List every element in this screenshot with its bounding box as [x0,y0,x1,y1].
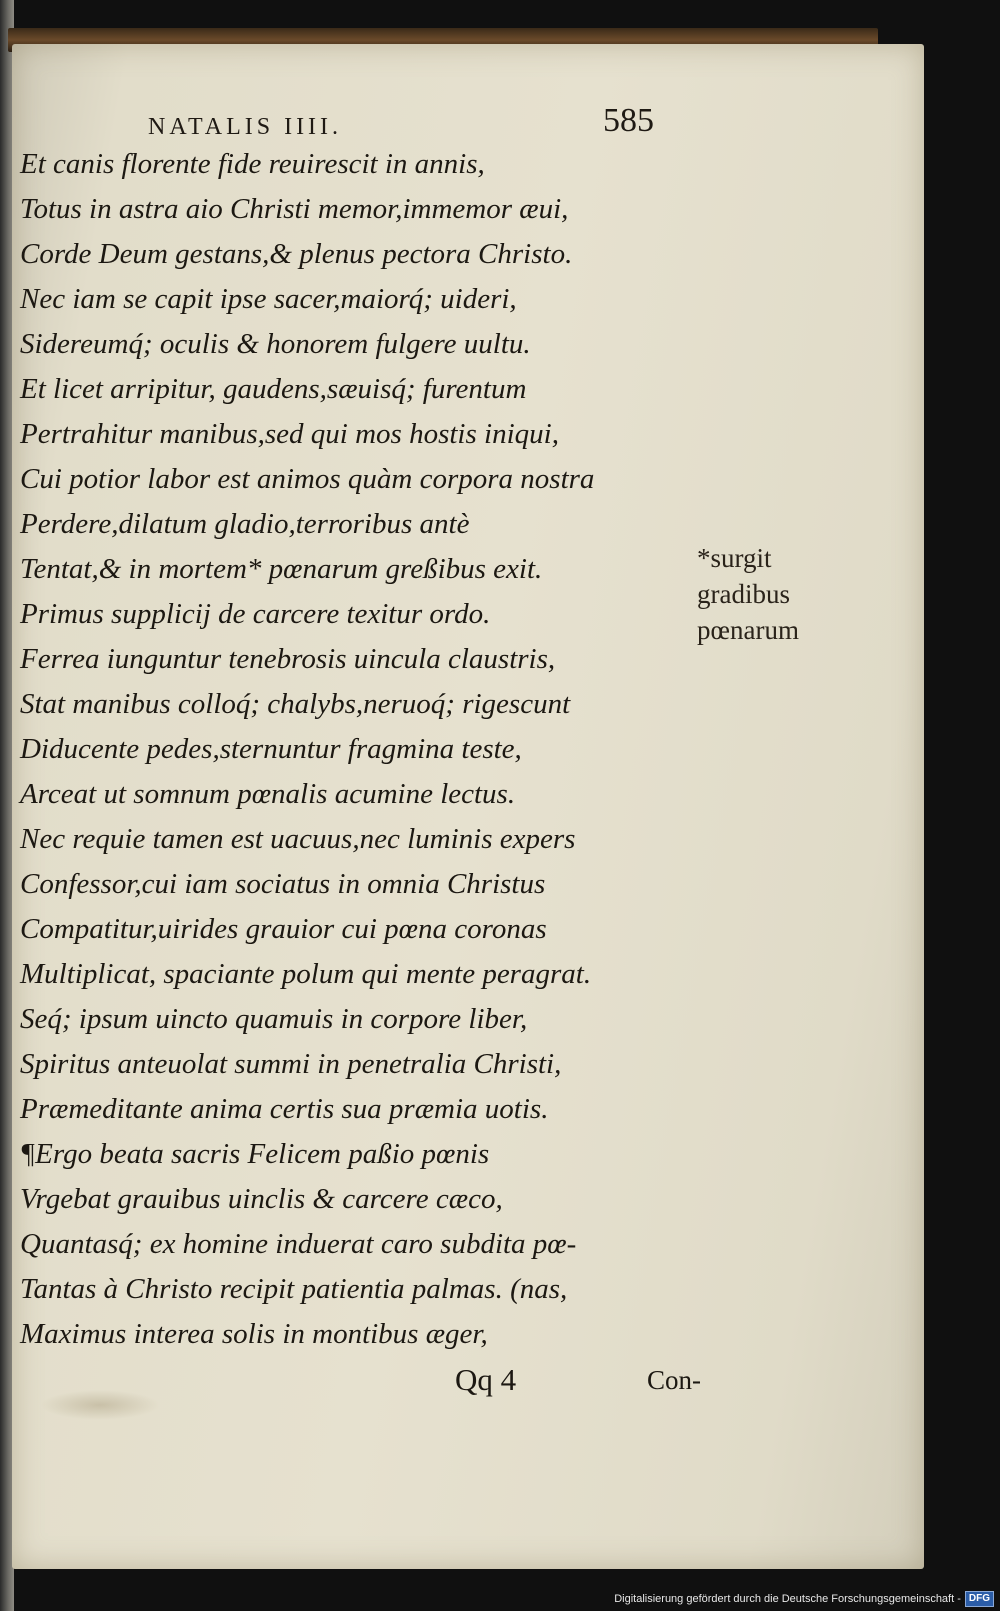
verse-line: Et licet arripitur, gaudens,sæuisq́; furentum [20,373,527,405]
paper-stain [40,1390,160,1420]
verse-line: Pertrahitur manibus,sed qui mos hostis iniqui, [20,418,559,450]
verse-line: Sidereumq́; oculis & honorem fulgere uultu. [20,328,531,360]
signature-mark: Qq 4 [455,1362,517,1397]
margin-note [697,540,857,648]
page-number: 585 [603,102,654,139]
verse-line: Maximus interea solis in montibus æger, [20,1318,488,1350]
digitization-credit [614,1591,994,1607]
verse-line: Vrgebat grauibus uinclis & carcere cæco, [20,1183,503,1215]
verse-line: Quantasq́; ex homine induerat caro subdita pœ- [20,1228,577,1260]
verse-line: Diducente pedes,sternuntur fragmina teste, [20,733,522,765]
margin-note-line: pœnarum [697,615,799,645]
verse-line: Præmeditante anima certis sua præmia uotis. [20,1093,549,1125]
verse-line: Compatitur,uirides grauior cui pœna coronas [20,913,547,945]
verse-line: Cui potior labor est animos quàm corpora nostra [20,463,595,495]
catchword: Con- [647,1365,701,1395]
verse-line: Ferrea iunguntur tenebrosis uincula claustris, [20,643,556,675]
dfg-logo-icon: DFG [965,1591,994,1607]
verse-line: Nec iam se capit ipse sacer,maiorq́; uideri, [20,283,517,315]
verse-line: ¶Ergo beata sacris Felicem paßio pœnis [20,1138,490,1170]
verse-line: Tantas à Christo recipit patientia palmas. (nas, [20,1273,568,1305]
verse-line: Corde Deum gestans,& plenus pectora Christo. [20,238,573,270]
verse-line: Spiritus anteuolat summi in penetralia Christi, [20,1048,562,1080]
verse-text [20,142,720,1357]
verse-line: Stat manibus colloq́; chalybs,neruoq́; rigescunt [20,688,571,720]
verse-line: Et canis florente fide reuirescit in annis, [20,148,485,180]
running-title: NATALIS IIII. [148,114,343,140]
verse-line: Perdere,dilatum gladio,terroribus antè [20,508,470,540]
verse-line: Tentat,& in mortem* pœnarum greßibus exit. [20,553,543,585]
credit-text: Digitalisierung gefördert durch die Deutsche Forschungsgemeinschaft - [614,1593,961,1605]
verse-line: Confessor,cui iam sociatus in omnia Christus [20,868,546,900]
verse-line: Seq́; ipsum uincto quamuis in corpore liber, [20,1003,528,1035]
margin-note-line: gradibus [697,579,790,609]
running-head [148,102,668,146]
verse-line: Totus in astra aio Christi memor,immemor æui, [20,193,569,225]
verse-line: Primus supplicij de carcere texitur ordo. [20,598,491,630]
verse-line: Multiplicat, spaciante polum qui mente peragrat. [20,958,592,990]
verse-line: Arceat ut somnum pœnalis acumine lectus. [20,778,516,810]
verse-line: Nec requie tamen est uacuus,nec luminis expers [20,823,576,855]
margin-note-line: *surgit [697,543,772,573]
